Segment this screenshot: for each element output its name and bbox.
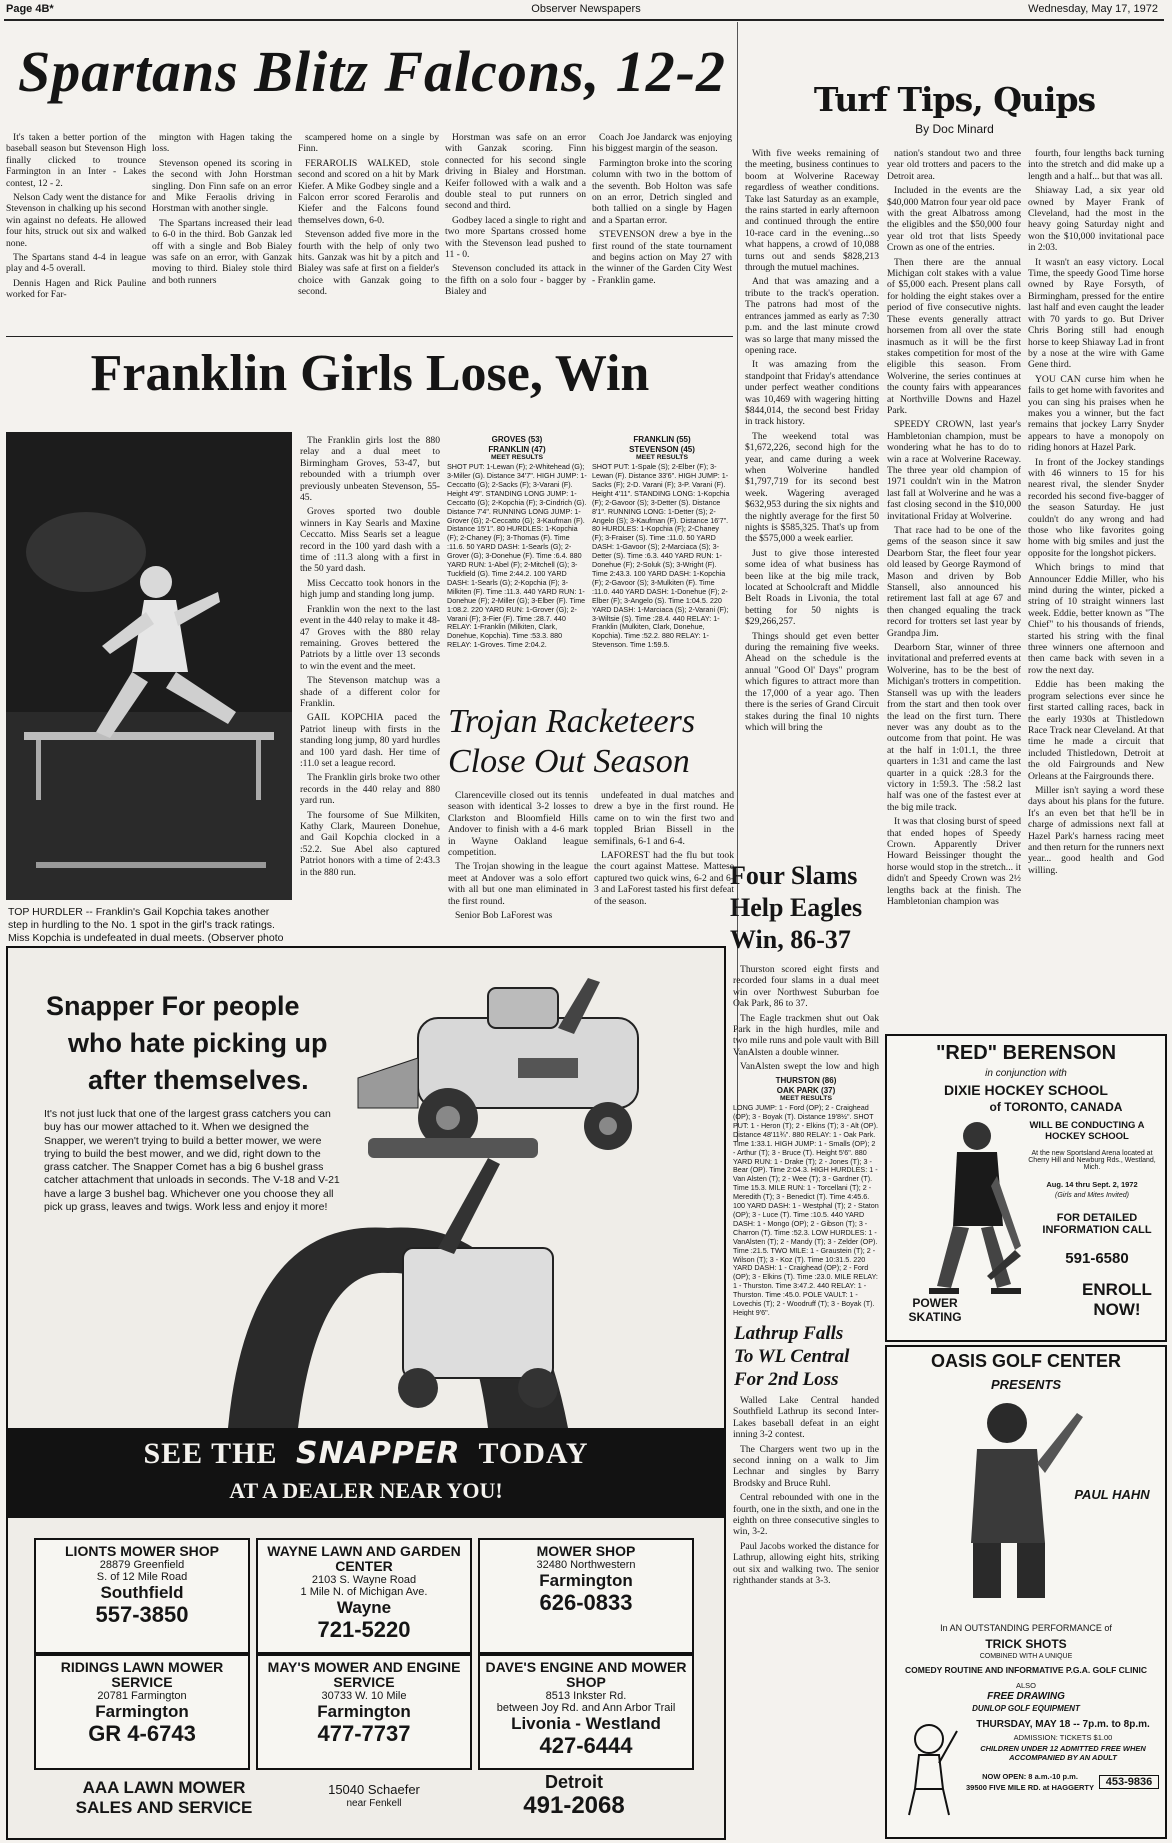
dealer-name: AAA LAWN MOWER SALES AND SERVICE [75,1778,253,1817]
golf-line-9: ADMISSION: TICKETS $1.00 [1013,1733,1113,1742]
dealer-name: MOWER SHOP [536,1543,636,1559]
paragraph: Walled Lake Central handed Southfield Lathrup its second Inter-Lakes baseball defeat in an eight inning 3-2 contest. [733,1395,879,1441]
paragraph: It wasn't an easy victory. Local Time, the speedy Good Time horse owned by Raye Forsyth, of Birmingham, pressed for the entire last half and even caught the leader with 70 yards to go. But Driver Chris Boring still had enough horse to keep Shiaway Lad in front by a nose at the wire with Game Gene third. [1028,256,1164,371]
snapper-brand: Snapper [46,991,155,1021]
hurdler-image [6,432,292,900]
results-heading: STEVENSON (45) [629,444,695,454]
spartans-col-1 [6,132,146,332]
snapper-ad [6,946,726,1840]
trojan-col-1 [448,790,588,930]
dealer-address: 32480 Northwestern [536,1559,636,1571]
golf-line-2: TRICK SHOTS [985,1637,1067,1651]
paragraph: Thurston scored eight firsts and recorded four slams in a dual meet win over Northwest Suburban foe Oak Park, 86 to 37. [733,964,879,1010]
dealer-town: Farmington [539,1571,633,1590]
golf-presents: PRESENTS [990,1377,1062,1392]
golf-line-11: NOW OPEN: 8 a.m.-10 p.m. [982,1772,1078,1781]
see-text: SEE THE [143,1437,278,1470]
paragraph: Stevenson added five more in the fourth with the help of only two hits. Ganzak was hit by a pitch and Bialey was safe at first on a fielder's choice with Ganzak going to second. [298,229,439,298]
stevenson-results [592,435,732,705]
hockey-phone: 591-6580 [1065,1250,1129,1267]
dealer-address: 8513 Inkster Rd. [545,1690,627,1702]
turf-col-2 [887,148,1021,1028]
paragraph: VanAlsten swept the low and high [740,1061,879,1072]
photo-caption: TOP HURDLER -- Franklin's Gail Kopchia takes another step in hurdling to the No. 1 spot in the girl's track ratings. Miss Kopchia is undefeated in dual meets. (Observer photo [8,906,284,944]
paragraph: scampered home on a single by Finn. [298,132,439,155]
paragraph: mington with Hagen taking the loss. [152,132,292,155]
track-photo [6,432,292,900]
franklin-headline: Franklin Girls Lose, Win [90,345,650,402]
snapper-tagline-2: who hate picking up [68,1028,328,1058]
dealer-phone: 557-3850 [95,1602,189,1627]
eagles-headline [730,860,882,956]
dealer-name: LIONTS MOWER SHOP [65,1543,219,1559]
paragraph: Miss Ceccatto took honors in the high jump and standing long jump. [300,577,440,601]
paragraph: That race had to be one of the gems of the season since it saw Dearborn Star, the fleet four year old leased by George Raymond of Mason and driven by Bob Stansell, also announced his retirement last fall at age 67 and then changed equaling the track record for trotters set last year by Grandpa Jim. [887,525,1021,639]
franklin-body [300,435,440,935]
see-snapper-banner [8,1428,724,1518]
hockey-line-1: in conjunction with [985,1068,1067,1079]
dealer-town: Livonia - Westland [511,1714,661,1733]
paragraph: The Trojan showing in the league meet at Andover was a solo effort with all but one man eliminated in the first round. [448,861,588,907]
results-subheading: MEET RESULTS [636,454,688,462]
spartans-col-3 [298,132,439,332]
golf-line-1: In AN OUTSTANDING PERFORMANCE of [940,1623,1112,1633]
dealer-box-wide [34,1766,690,1826]
dealer-box [478,1654,694,1770]
trojan-headline [448,702,733,782]
groves-results [447,435,587,705]
dealer-address: 28879 Greenfield [99,1559,185,1571]
golf-line-12: 39500 FIVE MILE RD. at HAGGERTY [966,1783,1094,1792]
dealer-box [34,1538,250,1654]
paragraph: The Franklin girls broke two other records in the 440 relay and 880 yard run. [300,772,440,807]
hockey-line-8: FOR DETAILED INFORMATION CALL [1042,1212,1152,1236]
paragraph: Included in the events are the $40,000 Matron four year old pace with the great Albatross among the eligibles and the $50,000 four year old trot that lists Speedy Crown as one of the entries. [887,185,1021,254]
headline-line: Win, 86-37 [730,925,851,954]
paragraph: LAFOREST had the flu but took the court against Mattese. Mattese captured two quick wins, 6-2 and 6-3 and LaForest tasted his first defeat of the season. [594,850,734,907]
dealer-town: Southfield [100,1583,184,1602]
headline-line: For 2nd Loss [734,1369,839,1390]
paragraph: Shiaway Lad, a six year old owned by Mayer Frank of Cleveland, had the most in the heavy going Saturday night and won the $10,000 invitational pace in 2:03. [1028,185,1164,254]
dealer-name: WAYNE LAWN AND GARDEN CENTER [267,1543,461,1574]
paragraph: In front of the Jockey standings with 46 winners to 15 for his nearest rival, the slender Snyder recorded his second five-bagger of the season Saturday. He just couldn't do any wrong and had those who like favorites going home with big smiles and just the opposite for the longshot pickers. [1028,456,1164,559]
paragraph: Paul Jacobs worked the distance for Lathrup, allowing eight hits, striking out six and walking two. The senior righthander stands at 3-3. [733,1540,879,1587]
golf-line-5: ALSO [1015,1681,1036,1690]
paragraph: It was that closing burst of speed that ended hopes of Speedy Crown. Apparently Driver Howard Beissinger thought the horse would stop in the stretch... it didn't and Speedy Crown was 2½ lengths back at the finish. The Hambletonian champion was [887,816,1021,907]
paragraph: The Spartans stand 4-4 in league play and 4-5 overall. [6,252,146,275]
paragraph: The Chargers went two up in the second inning on a walk to Jim Lechnar and singles by Barry Brodsky and Bruce Ruhl. [733,1443,879,1489]
results-text: SHOT PUT: 1-Spale (S); 2-Elber (F); 3-Lewan (F). Distance 33'6". HIGH JUMP: 1-Sacks (F); 2-D. Varani (F); 3-P. Varani (F). Height 4'11". STANDING LONG: 1-Kopchia (F); 2-Gavoor (S); 3-Detter (S). Distance 8'1". RUNNING LONG: 1-Detter (S); 2-Angelo (S); 3-Kaufman (F). Distance 16'7". 80 HURDLES: 1-Kopchia (F); 2-Chaney (F); 3-Fraiser (S). Time :11.0. 50 YARD DASH: 1-Gavoor (S); 2-Marciaca (S); 3-Detter (S). Time :6.3. 440 YARD RUN: 1-Donehue (F); 2-Soluk (S); 3-Wright (F). Time 2:43.3. 100 YARD DASH: 1-Kopchia (F); 2-Gavoor (S); 3-Mulkiten (F). Time :11.0. 440 YARD DASH: 1-Donehue (F); 2-Elber (F); 3-Angelo (S). Time 1:04.5. 220 YARD DASH: 1-Marciaca (S); 2-Varani (F); 3-Wiltsie (S). Time :28.4. 440 RELAY: 1-Franklin (Mulkiten, Clark, Donehue, Kopchia). Time :52.2. 880 RELAY: 1-Stevenson. Time 1:59.5. [592,462,730,650]
paragraph: Farmington broke into the scoring column with two in the bottom of the seventh. Bob Holton was safe on an error, Detrich singled and both tallied on a single by Hagen and a Spartan error. [592,157,732,226]
turf-headline: Turf Tips, Quips [813,80,1096,119]
paragraph: Senior Bob LaForest was [455,910,553,922]
dealer-address: 30733 W. 10 Mile [321,1690,407,1702]
paragraph: The weekend total was $1,672,226, second high for the year, and came during a week when Wolverine handled $1,797,719 for its second best week. Wagering averaged $632,953 during the six nights and the nightly average for the first 50 nights is $585,325. That's up from the $575,000 a week earlier. [745,430,879,545]
results-heading: THURSTON (86) [775,1076,837,1085]
results-text: LONG JUMP: 1 - Ford (OP); 2 - Craighead (OP); 3 - Boyak (T). Distance 19'8½". SHOT PUT: 1 - Heron (T); 2 - Elkins (T); 3 - Alt (OP). Distance 48'11¾". 880 RELAY: 1 - Oak Park. Time 1:33.1. HIGH JUMP: 1 - Smalls (OP); 2 - Arthur (T); 3 - Bruce (T). Height 5'6". 880 YARD RUN: 1 - Drake (T); 2 - Jones (T); 3 - Bear (OP). Time 2:04.3. HIGH HURDLES: 1 - Van Alsten (T); 2 - Wee (T); 3 - Gardner (T). Time 15.3. MILE RUN: 1 - Torcellani (T); 2 - Meredith (T); 3 - Benedict (T). Time 4:45.6. 100 YARD DASH: 1 - Westphal (T); 2 - Staton (OP); 3 - Luce (T). Time :10.5. 440 YARD DASH: 1 - Mongo (OP); 2 - Gibson (T); 3 - Charron (T). Time :52.3. LOW HURDLES: 1 - VanAlsten (T); 2 - Mandy (T); 3 - Zelder (OP). Time :21.5. TWO MILE: 1 - Graustein (T); 2 - Wilson (T); 3 - Koz (T). Time 10:31.5. 220 YARD DASH: 1 - Craighead (OP); 2 - Ford (OP); 3 - Elkins (T). Time :23.0. MILE RELAY: 1 - Thurston. Time 3:47.2. 440 RELAY: 1 - Thurston. Time :45.0. POLE VAULT: 1 - Lovechis (T); 2 - Woodruff (T); 3 - Boyak (T). Height 9'6". [733,1103,879,1316]
dealer-phone: GR 4-6743 [88,1721,196,1746]
paragraph: Which brings to mind that Announcer Eddie Miller, who his mind during the winter, picked a string of 10 straight winners last week. Eddie, better known as "The Chief" to his thousands of friends, started his string with the final three winners one afternoon and then came back with seven in a row the next day. [1028,562,1164,676]
paragraph: FERAROLIS WALKED, stole second and scored on a hit by Mark Kiefer. A Mike Godbey single and a Falcon error scored Ferarolis and Kiefer and the Falcons found themselves down, 6-0. [298,157,439,226]
spartans-col-2 [152,132,292,332]
lathrup-body [733,1395,879,1835]
dealer-name: RIDINGS LAWN MOWER SERVICE [60,1659,224,1690]
dealer-address-note: S. of 12 Mile Road [96,1571,188,1583]
paragraph: The Stevenson matchup was a shade of a different color for Franklin. [300,675,440,709]
golf-line-6: FREE DRAWING [987,1691,1065,1702]
golfer-illustration [937,1393,1087,1603]
paragraph: It's taken a better portion of the baseball season but Stevenson High finally clicked to trounce Farmington in an Inter - Lakes contest, 12 - 2. [6,132,146,189]
paragraph: Stevenson opened its scoring in the second with John Horstman singling. Don Finn safe on an error and Mike Feraolis driving in Horstman with another single. [152,157,292,215]
golf-line-7: DUNLOP GOLF EQUIPMENT [972,1704,1080,1713]
trojan-col-2 [594,790,734,930]
paragraph: The Franklin girls lost the 880 relay and a dual meet to Birmingham Groves, 53-47, but rebounded with a triumph over previously unbeaten Stevenson, 55-45. [300,435,440,504]
paragraph: Things should get even better during the remaining five weeks. Ahead on the schedule is the annual "Good Ol' Days" program which figures to attract more than the 17,000 of a year ago. Then there is the series of Grand Circuit stakes during the final 10 nights which will bring the [745,630,879,733]
paragraph: Clarenceville closed out its tennis season with identical 3-2 losses to Clarkston and Bloomfield Hills Andover to finish with a 4-6 mark in Wayne Oakland league competition. [448,790,588,859]
see-line [8,1428,724,1476]
paragraph: Then there are the annual Michigan colt stakes with a value of $5,000 each. Present plans call for holding the eight stakes over a period of five consecutive nights. These events generally attract horsemen from all over the state inasmuch as it will be the first stakes competition for most of the eligible this season. From Wolverine, the series continues at the county fairs with appearances at Northville Downs and Hazel Park. [887,256,1021,416]
paragraph: Just to give those interested some idea of what business has been like at the big mile track, located at Schoolcraft and Middle Belt Roads in Livonia, the total betting for 50 nights is $29,266,257. [745,547,879,628]
hockey-enroll: ENROLL NOW! [1082,1280,1152,1319]
headline-line: Lathrup Falls [734,1323,844,1344]
dealer-address: 20781 Farmington [97,1690,187,1702]
paragraph: SPEEDY CROWN, last year's Hambletonian champion, must be wondering what he has to do to win a race at Wolverine Raceway. The three year old champion of 1971 couldn't win in the Matron last fall at Wolverine and he was a fast closing second in the $10,000 invitational Friday at Wolverine. [887,419,1021,522]
results-subheading: MEET RESULTS [491,454,543,462]
results-text: SHOT PUT: 1-Lewan (F); 2-Whitehead (G); 3-Miller (G). Distance 34'7". HIGH JUMP: 1-Ceccatto (G); 2-Sacks (F); 3-Varani (F). Height 4'9". STANDING LONG JUMP: 1-Ceccatto (G); 2-Kopchia (F); 3-Cindrich (G). Distance 7'4". RUNNING LONG JUMP: 1-Grover (G); 2-Ceccatto (G); 3-Kaufman (F). Distance 15'1". 80 HURDLES: 1-Kopchia (F); 2-Chaney (F); 3-Thomas (F). Time :11.6. 50 YARD DASH: 1-Searls (G); 2-Grover (G); 3-Donehue (F). Time :6.4. 880 YARD RUN: 1-Abel (F); 2-Mitchell (G); 3-Tuckfield (G). Time 2:44.2. 100 YARD DASH: 1-Searls (G); 2-Kopchia (F); 3-Milkiten (F). Time :11.3. 440 YARD RUN: 1-Donehue (F); 2-Miller (G); 3-Elber (F). Time 1:08.2. 220 YARD RUN: 1-Grover (G); 2-Varani (F); 3-Fier (F). Time :28.7. 440 RELAY: 1-Franklin (Milkiten, Clark, Donehue, Kopchia). Time :53.3. 880 RELAY: 1-Groves. Time 2:04.2. [447,462,587,650]
turf-byline: By Doc Minard [915,122,994,136]
paragraph: And that was amazing and a tribute to the track's operation. The patrons had most of the entrances jammed as early as 7:30 p.m. and the last minute crowd was so large that many missed the opening race. [745,276,879,356]
paragraph: Nelson Cady went the distance for Stevenson in chalking up his second win against no defeats. He allowed four hits, struck out six and walked none. [6,192,146,249]
paragraph: undefeated in dual matches and drew a bye in the first round. He came on to win the first two and toppled Brian Bissell in the semifinals, 6-1 and 6-4. [594,790,734,847]
paragraph: The Eagle trackmen shut out Oak Park in the high hurdles, mile and two mile runs and pole vault with Bill VanAlsten a double winner. [733,1012,879,1058]
paragraph: Franklin won the next to the last event in the 440 relay to make it 48-47 Groves with the 880 relay remaining. Groves bettered the Patriots by a little over 13 seconds to win the event and the meet. [300,603,440,672]
dealer-address-note: near Fenkell [346,1798,402,1809]
dealer-town: Farmington [95,1702,189,1721]
paragraph: Stevenson concluded its attack in the fifth on a solo four - bagger by Bialey and [445,263,586,298]
hockey-line-6: Aug. 14 thru Sept. 2, 1972 [1046,1180,1138,1189]
paragraph: GAIL KOPCHIA paced the Patriot lineup with firsts in the standing long jump, 80 yard hurdles and 100 yard dash. Her time of :11.0 set a league record. [300,712,440,769]
hockey-name: "RED" BERENSON [935,1042,1117,1064]
paragraph: Miller isn't saying a word these days about his plans for the future. It's an even bet that he'll be in charge of admissions next fall at Hazel Park's harness racing meet and then return for the runners next year... good health and God willing. [1028,784,1164,876]
dealer-phone: 427-6444 [539,1733,633,1758]
snapper-tagline: For people [161,991,300,1021]
dealer-name: DAVE'S ENGINE AND MOWER SHOP [485,1659,687,1690]
golf-ad [885,1345,1167,1839]
golf-pro: PAUL HAHN [1074,1487,1150,1502]
cartoon-golfer-icon [897,1719,961,1819]
dealer-address-note: between Joy Rd. and Ann Arbor Trail [496,1702,676,1714]
paragraph: The Spartans increased their lead to 6-0 in the third. Bob Ganzak led off with a single and Bob Bialey was safe on an error, with Ganzak moving to third. Bialey stole third and both runners [152,217,292,286]
paragraph: Groves sported two double winners in Kay Searls and Maxine Ceccatto. Miss Searls set a league record in the 100 yard dash with a time of :11.3 along with a first in the 50 yard dash. [300,506,440,575]
paragraph: Eddie has been making the program selections ever since he first started calling races, back in the early 1930s at Thistledown Race Track near Cleveland. At that time he made a circuit that included Thistledown, Detroit at the old Fairgrounds and New Orleans at the Fairgrounds there. [1028,679,1164,782]
dealer-phone: 491-2068 [523,1792,625,1819]
results-heading: GROVES (53) [491,435,543,444]
paragraph: With five weeks remaining of the meeting, business continues to boom at Wolverine Raceway regardless of weather conditions. Take last Saturday as an example, the rains started in early afternoon and continued through the entire 10-race card in the evening...so what happens, a crowd of 10,088 turns out and sends $828,213 through the mutuel machines. [745,148,879,274]
paragraph: YOU CAN curse him when he fails to get home with favorites and you can sing his praises when he makes you a winner, but the fact remains that jockey Larry Snyder appears to have a monopoly on riding honors at Hazel Park. [1028,373,1164,454]
dealer-phone: 477-7737 [317,1721,411,1746]
paragraph: The foursome of Sue Milkiten, Kathy Clark, Maureen Donehue, and Gail Kopchia clocked in a :52.2. Sue Abel also captured Patriot honors with a time of 2:43.3 in the 880 run. [300,809,440,878]
paper-name: Observer Newspapers [531,3,641,15]
thurston-results [733,1076,879,1316]
dealer-town: Detroit [545,1772,603,1792]
headline-line: Trojan Racketeers [448,703,696,740]
hockey-line-7: (Girls and Mites Invited) [1055,1192,1129,1199]
dealer-name: MAY'S MOWER AND ENGINE SERVICE [267,1659,461,1690]
hockey-ad [885,1034,1167,1342]
results-heading: OAK PARK (37) [776,1085,836,1095]
paragraph: Dennis Hagen and Rick Pauline worked for Far- [6,277,146,301]
golf-line-8: THURSDAY, MAY 18 -- 7p.m. to 8p.m. [976,1719,1150,1730]
spartans-col-5 [592,132,732,332]
paragraph: Coach Joe Jandarck was enjoying his biggest margin of the season. [592,132,732,155]
dealer-town: Wayne [336,1598,392,1617]
dealer-box [256,1538,472,1654]
header-rule [4,19,1164,21]
paragraph: Dearborn Star, winner of three invitational and preferred events at Wolverine, has to be the best of Michigan's trotters in competition. Stansell was up with the leaders from the start and then took over the lead on the first turn. There never was any doubt as to the outcome from that point. He was at the half in 1:01.1, the three quarters in 1:31 and came the last quarter in a quick :28.3 for the victory in 1:59.3. The :58.2 last half was one of the fastest ever at the big mile track. [887,642,1021,813]
paragraph: STEVENSON drew a bye in the first round of the state tournament and begins action on May 27 with the winner of the Garden City West - Franklin game. [592,229,732,286]
hockey-line-4: WILL BE CONDUCTING A HOCKEY SCHOOL [1029,1120,1145,1142]
hockey-player-illustration [917,1116,1027,1326]
push-mower-illustration [188,1098,608,1428]
power-skating: POWER SKATING [908,1296,962,1324]
paragraph: Central rebounded with one in the fourth, one in the sixth, and one in the eighth on three consecutive singles to win, 3-2. [733,1492,879,1538]
dealer-address-note: 1 Mile N. of Michigan Ave. [300,1586,428,1598]
hockey-line-5: At the new Sportsland Arena located at Cherry Hill and Newburg Rds., Westland, Mich. [1028,1150,1156,1171]
lathrup-headline [734,1322,880,1391]
paragraph: nation's standout two and three year old trotters and pacers to the Detroit area. [887,148,1021,182]
section-rule [6,336,733,337]
snapper-body: It's not just luck that one of the largest grass catchers you can buy has our mower attached to it. When we designed the Snapper, we weren't trying to build a better mower, we were trying to build the best mower, and we did, right down to the grass catcher. The Snapper Comet has a big 6 bushel grass catcher attachment that unloads in seconds. The V-18 and V-21 have a large 3 bushel bag. Whichever one you choose they all pick up grass, leaves and twigs. Work less and enjoy it more! [44,1108,340,1214]
snapper-tagline-3: after themselves. [88,1065,309,1095]
hockey-line-2: DIXIE HOCKEY SCHOOL [944,1082,1108,1098]
dealer-address: 15040 Schaefer [328,1782,420,1797]
paragraph: It was amazing from the standpoint that Friday's attendance under perfect weather conditions was 10,469 with wagering hitting $844,014, the second best Friday in track history. [745,359,879,428]
snapper-logo: SNAPPER [296,1436,461,1471]
results-heading: FRANKLIN (47) [488,444,546,454]
turf-col-3 [1028,148,1164,1028]
page-number: Page 4B* [6,3,54,15]
golf-line-4: COMEDY ROUTINE AND INFORMATIVE P.G.A. GOLF CLINIC [905,1665,1147,1675]
headline-line: Help Eagles [730,893,863,922]
golf-phone: 453-9836 [1099,1775,1159,1789]
hockey-line-3: of TORONTO, CANADA [989,1100,1123,1114]
results-subheading: MEET RESULTS [780,1095,832,1103]
spartans-col-4 [445,132,586,332]
snapper-brand-line [46,988,300,1024]
dealer-box [478,1538,694,1654]
golf-name: OASIS GOLF CENTER [930,1351,1121,1371]
spartans-headline: Spartans Blitz Falcons, 12-2 [18,39,727,104]
dealer-box [256,1654,472,1770]
dealer-line: AT A DEALER NEAR YOU! [229,1478,503,1503]
dealer-phone: 626-0833 [539,1590,633,1615]
dealer-box [34,1654,250,1770]
golf-line-3: COMBINED WITH A UNIQUE [979,1653,1073,1660]
paragraph: fourth, four lengths back turning into the stretch and did make up a length and a half... but that was all. [1028,148,1164,182]
results-heading: FRANKLIN (55) [633,435,691,444]
today-text: TODAY [478,1437,589,1470]
issue-date: Wednesday, May 17, 1972 [1028,3,1158,15]
paragraph: Godbey laced a single to right and two more Spartans crossed home with the Stevenson lead pushed to 11 - 0. [445,214,586,261]
paragraph: Horstman was safe on an error with Ganzak scoring. Finn connected for his second single driving in Bialey and Horstman. Keifer followed with a walk and a double steal to put runners on second and third. [445,132,586,212]
headline-line: To WL Central [734,1346,850,1367]
golf-line-10: CHILDREN UNDER 12 ADMITTED FREE WHEN ACCOMPANIED BY AN ADULT [980,1744,1146,1762]
dealer-address: 2103 S. Wayne Road [311,1574,417,1586]
eagles-body [733,964,879,1072]
headline-line: Four Slams [730,861,858,890]
dealer-town: Farmington [317,1702,411,1721]
headline-line: Close Out Season [448,743,690,780]
dealer-phone: 721-5220 [317,1617,411,1642]
